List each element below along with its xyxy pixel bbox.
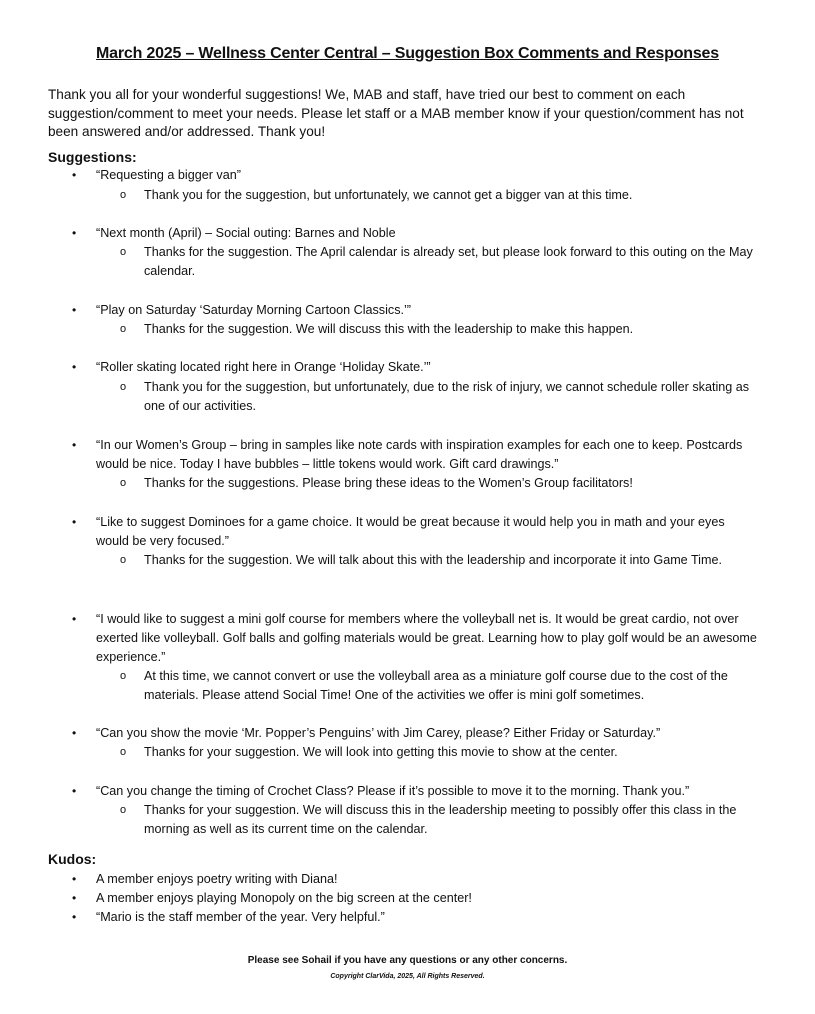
copyright-notice: Copyright ClarVida, 2025, All Rights Reserved. [330,973,485,980]
response-item [120,243,764,281]
bullet-icon: • [72,784,77,798]
suggestion-text: “Roller skating located right here in Orange ‘Holiday Skate.’” [96,360,431,374]
response-item [120,320,764,339]
suggestion-item [72,724,776,743]
kudos-text: A member enjoys poetry writing with Diana! [96,872,338,886]
response-text: Thanks for the suggestion. We will talk about this with the leadership and incorporate it into Game Time. [144,553,722,567]
bullet-icon: • [72,726,77,740]
suggestion-item [72,782,776,801]
suggestion-text: “Requesting a bigger van” [96,168,241,182]
response-item [120,743,764,762]
response-item [120,474,764,493]
suggestion-item [72,301,776,320]
suggestion-text: “Can you change the timing of Crochet Class? Please if it’s possible to move it to the morning. Thank you.” [96,784,690,798]
response-text: Thank you for the suggestion, but unfortunately, we cannot get a bigger van at this time. [144,188,633,202]
bullet-icon: • [72,910,77,924]
suggestion-text: “I would like to suggest a mini golf course for members where the volleyball net is. It would be great cardio, not over exerted like volleyball. Golf balls and golfing materials would be great. Learning how to play golf would be an awesome experience.” [96,612,757,664]
response-item [120,667,764,705]
suggestion-text: “Can you show the movie ‘Mr. Popper’s Penguins’ with Jim Carey, please? Either Friday or Saturday.” [96,726,661,740]
kudos-item [72,908,776,927]
sub-bullet-icon: o [120,670,127,682]
page-title: March 2025 – Wellness Center Central – Suggestion Box Comments and Responses [96,45,719,62]
response-text: Thanks for the suggestion. We will discuss this with the leadership to make this happen. [144,322,634,336]
sub-bullet-icon: o [120,381,127,393]
suggestion-item [72,224,776,243]
kudos-text: “Mario is the staff member of the year. Very helpful.” [96,910,385,924]
suggestions-heading: Suggestions: [48,149,137,165]
suggestion-item [72,436,756,474]
response-text: Thanks for the suggestions. Please bring these ideas to the Women’s Group facilitators! [144,476,633,490]
bullet-icon: • [72,891,77,905]
suggestion-item [72,166,776,185]
response-text: At this time, we cannot convert or use the volleyball area as a miniature golf course due to the cost of the materials. Please attend Social Time! One of the activities we offer is mini golf sometimes. [144,669,728,702]
sub-bullet-icon: o [120,804,127,816]
sub-bullet-icon: o [120,189,127,201]
response-text: Thank you for the suggestion, but unfortunately, due to the risk of injury, we cannot schedule roller skating as one of our activities. [144,380,750,413]
suggestion-text: “Like to suggest Dominoes for a game choice. It would be great because it would help you in math and your eyes would be very focused.” [96,515,725,548]
kudos-item [72,870,776,889]
kudos-heading: Kudos: [48,851,97,867]
suggestion-item [72,358,776,377]
suggestion-text: “Next month (April) – Social outing: Barnes and Noble [96,226,396,240]
suggestion-item [72,610,771,667]
kudos-text: A member enjoys playing Monopoly on the big screen at the center! [96,891,472,905]
response-text: Thanks for the suggestion. The April calendar is already set, but please look forward to this outing on the May calendar. [144,245,753,278]
intro-paragraph: Thank you all for your wonderful suggestions! We, MAB and staff, have tried our best to comment on each suggestion/comment to meet your needs. Please let staff or a MAB member know if your question/comment has not been answered and/or addressed. Thank you! [48,87,744,139]
kudos-item [72,889,776,908]
bullet-icon: • [72,515,77,529]
response-text: Thanks for your suggestion. We will discuss this in the leadership meeting to possibly offer this class in the morning as well as its current time on the calendar. [144,803,737,836]
footer-note: Please see Sohail if you have any questions or any other concerns. [247,955,568,966]
suggestion-text: “Play on Saturday ‘Saturday Morning Cartoon Classics.’” [96,303,411,317]
sub-bullet-icon: o [120,323,127,335]
response-item [120,186,764,205]
response-item [120,378,764,416]
sub-bullet-icon: o [120,554,127,566]
bullet-icon: • [72,872,77,886]
sub-bullet-icon: o [120,477,127,489]
bullet-icon: • [72,438,77,452]
response-item [120,801,764,839]
bullet-icon: • [72,168,77,182]
suggestion-item [72,513,756,551]
suggestion-text: “In our Women’s Group – bring in samples like note cards with inspiration examples for each one to keep. Postcards would be nice. Today I have bubbles – little tokens would work. Gift card drawings.” [96,438,743,471]
sub-bullet-icon: o [120,246,127,258]
response-item [120,551,764,570]
bullet-icon: • [72,303,77,317]
response-text: Thanks for your suggestion. We will look into getting this movie to show at the center. [144,745,618,759]
bullet-icon: • [72,226,77,240]
bullet-icon: • [72,612,77,626]
sub-bullet-icon: o [120,746,127,758]
bullet-icon: • [72,360,77,374]
